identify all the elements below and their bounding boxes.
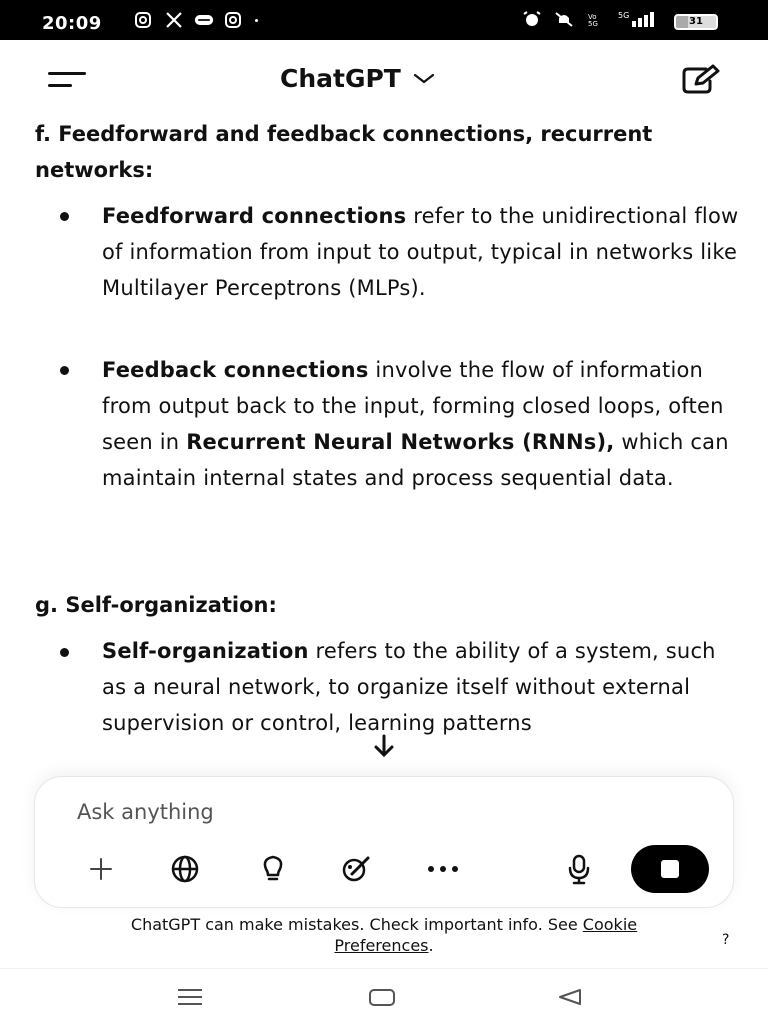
more-tools-button[interactable] xyxy=(423,849,463,889)
system-nav-bar xyxy=(0,968,768,1025)
reason-button[interactable] xyxy=(253,849,293,889)
signal-5g-icon xyxy=(618,11,658,27)
bullet-body: involve the flow of information from output back to the input, forming closed loops, often seen in xyxy=(102,358,724,454)
back-icon xyxy=(556,987,584,1007)
stop-icon xyxy=(661,860,679,878)
bullet-bold: Self-organization xyxy=(102,639,309,663)
bullet-dot xyxy=(60,212,69,221)
disclaimer xyxy=(0,914,768,956)
draw-icon xyxy=(340,854,374,884)
disclaimer-text: ChatGPT can make mistakes. Check important info. See xyxy=(130,915,583,934)
back-button[interactable] xyxy=(550,983,590,1011)
x-icon xyxy=(164,12,184,28)
svg-text:Vo: Vo xyxy=(588,13,597,21)
instagram-icon xyxy=(224,12,244,28)
image-create-button[interactable] xyxy=(337,849,377,889)
bullet-bold: Feedforward connections xyxy=(102,204,407,228)
voice-input-button[interactable] xyxy=(559,849,599,889)
recents-icon xyxy=(176,987,204,1007)
status-time: 20:09 xyxy=(42,13,102,34)
scroll-down-button[interactable] xyxy=(366,730,402,762)
search-web-button[interactable] xyxy=(165,849,205,889)
status-bar xyxy=(0,0,768,40)
status-notification-icons xyxy=(134,12,264,28)
stop-generating-button[interactable] xyxy=(631,845,709,893)
bullet-bold: Feedback connections xyxy=(102,358,369,382)
bullet-body: which can maintain internal states and process sequential data. xyxy=(102,430,729,490)
more-icon xyxy=(426,864,460,874)
volte-icon xyxy=(586,11,606,27)
battery-icon: 31 xyxy=(674,14,718,30)
composer xyxy=(34,776,734,908)
page-title: ChatGPT xyxy=(280,63,401,93)
alarm-icon xyxy=(522,11,542,27)
help-button[interactable]: ? xyxy=(722,932,730,948)
menu-icon[interactable] xyxy=(48,70,88,92)
arrow-down-icon xyxy=(370,734,398,758)
list-item xyxy=(102,198,742,306)
link-text: Preferences xyxy=(334,936,429,955)
home-button[interactable] xyxy=(362,983,402,1011)
edit-icon[interactable] xyxy=(680,64,722,96)
section-heading: f. Feedforward and feedback connections, recurrent networks: xyxy=(35,122,653,182)
bullet-body: refers to the ability of a system, such as a neural network, to organize itself without external supervision or control, learning patterns xyxy=(102,639,716,735)
status-system-icons xyxy=(522,11,658,27)
list-item xyxy=(102,633,742,741)
attach-button[interactable] xyxy=(81,849,121,889)
recents-button[interactable] xyxy=(170,983,210,1011)
chevron-down-icon xyxy=(411,70,437,86)
globe-icon xyxy=(169,853,201,885)
bullet-bold: Recurrent Neural Networks (RNNs), xyxy=(186,430,615,454)
home-icon xyxy=(368,987,396,1007)
message-input[interactable] xyxy=(75,793,679,831)
link-text: Cookie xyxy=(582,915,638,934)
disclaimer-suffix: . xyxy=(428,936,434,955)
microphone-icon xyxy=(566,853,592,885)
list-item xyxy=(102,352,742,496)
instagram-icon xyxy=(134,12,154,28)
mute-icon xyxy=(554,11,574,27)
bullet-body: refer to the unidirectional flow of information from input to output, typical in networks like Multilayer Perceptrons (MLPs). xyxy=(102,204,739,300)
lightbulb-icon xyxy=(258,853,288,885)
section-heading: g. Self-organization: xyxy=(35,593,277,617)
svg-text:5G: 5G xyxy=(588,20,598,27)
bullet-dot xyxy=(60,366,69,375)
model-selector[interactable] xyxy=(280,60,437,96)
svg-text:5G: 5G xyxy=(618,11,630,20)
dot-icon xyxy=(254,12,264,28)
bullet-dot xyxy=(60,648,69,657)
message-icon xyxy=(194,12,214,28)
plus-icon xyxy=(86,854,116,884)
